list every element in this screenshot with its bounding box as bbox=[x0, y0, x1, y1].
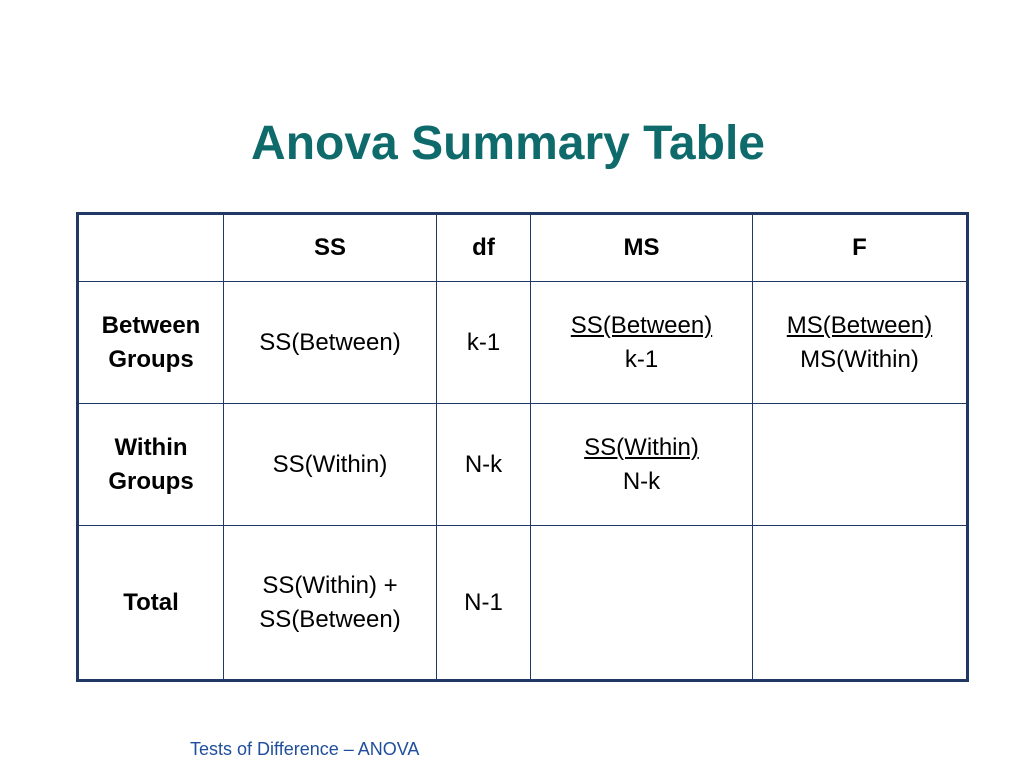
fraction-numerator: SS(Within) bbox=[584, 433, 699, 461]
table-row-total bbox=[78, 526, 968, 681]
cell-within-ms bbox=[531, 404, 753, 526]
header-df: df bbox=[437, 214, 531, 282]
anova-summary-table bbox=[76, 212, 969, 682]
slide-footer: Tests of Difference – ANOVA bbox=[190, 739, 420, 759]
cell-within-f bbox=[753, 404, 968, 526]
table-row-between-groups bbox=[78, 282, 968, 404]
row-label-between-groups bbox=[78, 282, 224, 404]
fraction bbox=[571, 309, 712, 377]
cell-between-f bbox=[753, 282, 968, 404]
slide-title: Anova Summary Table bbox=[251, 117, 765, 170]
header-empty-cell bbox=[78, 214, 224, 282]
fraction-numerator: MS(Between) bbox=[786, 311, 933, 339]
row-label-within-groups bbox=[78, 404, 224, 526]
fraction-denominator: k-1 bbox=[624, 345, 659, 373]
row-label-line: Between bbox=[101, 311, 201, 339]
cell-between-ss: SS(Between) bbox=[224, 282, 437, 404]
table-header-row bbox=[78, 214, 968, 282]
cell-total-ms bbox=[531, 526, 753, 681]
cell-total-ss bbox=[224, 526, 437, 681]
row-label-total: Total bbox=[78, 526, 224, 681]
cell-line: SS(Within) + bbox=[262, 571, 398, 599]
fraction-denominator: N-k bbox=[622, 467, 661, 495]
cell-within-df: N-k bbox=[437, 404, 531, 526]
header-ms: MS bbox=[531, 214, 753, 282]
cell-within-ss: SS(Within) bbox=[224, 404, 437, 526]
fraction-denominator: MS(Within) bbox=[800, 345, 919, 373]
cell-total-f bbox=[753, 526, 968, 681]
table-row-within-groups bbox=[78, 404, 968, 526]
cell-between-ms bbox=[531, 282, 753, 404]
cell-line: SS(Between) bbox=[259, 605, 401, 633]
cell-between-df: k-1 bbox=[437, 282, 531, 404]
row-label-line: Groups bbox=[108, 467, 194, 495]
fraction bbox=[787, 309, 932, 377]
header-ss: SS bbox=[224, 214, 437, 282]
cell-total-df: N-1 bbox=[437, 526, 531, 681]
row-label-line: Within bbox=[114, 433, 188, 461]
header-f: F bbox=[753, 214, 968, 282]
fraction-numerator: SS(Between) bbox=[570, 311, 713, 339]
row-label-line: Groups bbox=[108, 345, 194, 373]
fraction bbox=[584, 431, 699, 499]
